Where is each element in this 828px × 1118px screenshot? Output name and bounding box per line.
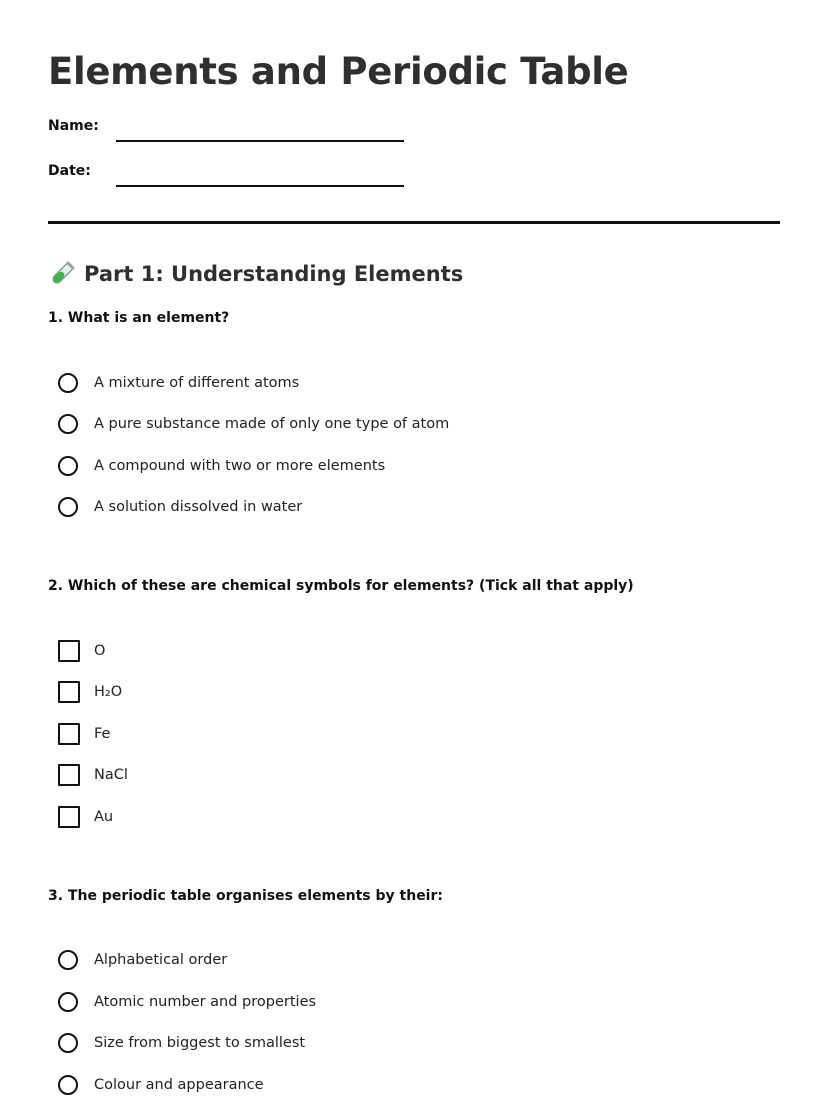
radio-button[interactable] [58,373,78,393]
question-1-options [48,362,780,528]
option-label: Size from biggest to smallest [94,1035,306,1052]
q3-option-3[interactable] [58,1023,780,1065]
option-label: Fe [94,725,111,742]
option-label: H₂O [94,684,123,701]
radio-button[interactable] [58,1075,78,1095]
question-2-options [48,630,780,838]
radio-button[interactable] [58,1033,78,1053]
q2-option-5[interactable] [58,796,780,838]
q1-option-2[interactable] [58,404,780,446]
option-label: A solution dissolved in water [94,499,303,516]
checkbox[interactable] [58,764,80,786]
q1-option-4[interactable] [58,487,780,529]
question-2: 2. Which of these are chemical symbols for elements? (Tick all that apply) [48,578,634,594]
checkbox[interactable] [58,681,80,703]
radio-button[interactable] [58,497,78,517]
option-label: A compound with two or more elements [94,457,386,474]
radio-button[interactable] [58,950,78,970]
name-answer-line[interactable] [116,139,404,142]
option-label: Colour and appearance [94,1076,264,1093]
q2-option-2[interactable] [58,672,780,714]
date-row [48,159,780,187]
q3-option-4[interactable] [58,1064,780,1106]
name-label: Name: [48,118,99,134]
q3-option-2[interactable] [58,981,780,1023]
question-1: 1. What is an element? [48,310,230,326]
checkbox[interactable] [58,806,80,828]
name-row [48,114,780,142]
option-label: O [94,642,106,659]
question-3-options [48,940,780,1106]
radio-button[interactable] [58,456,78,476]
option-label: A pure substance made of only one type of atom [94,416,450,433]
test-tube-icon [48,260,76,288]
q1-option-1[interactable] [58,362,780,404]
header-divider [48,221,780,224]
date-answer-line[interactable] [116,184,404,187]
q2-option-4[interactable] [58,755,780,797]
q1-option-3[interactable] [58,445,780,487]
checkbox[interactable] [58,723,80,745]
radio-button[interactable] [58,414,78,434]
option-label: NaCl [94,767,128,784]
q2-option-3[interactable] [58,713,780,755]
worksheet-title: Elements and Periodic Table [48,50,629,93]
option-label: A mixture of different atoms [94,374,300,391]
radio-button[interactable] [58,992,78,1012]
option-label: Atomic number and properties [94,993,317,1010]
question-3: 3. The periodic table organises elements by their: [48,887,443,904]
option-label: Au [94,808,114,825]
option-label: Alphabetical order [94,952,228,969]
part1-title: Part 1: Understanding Elements [84,262,464,286]
part1-heading [48,260,780,288]
q2-option-1[interactable] [58,630,780,672]
checkbox[interactable] [58,640,80,662]
date-label: Date: [48,163,91,179]
q3-option-1[interactable] [58,940,780,982]
